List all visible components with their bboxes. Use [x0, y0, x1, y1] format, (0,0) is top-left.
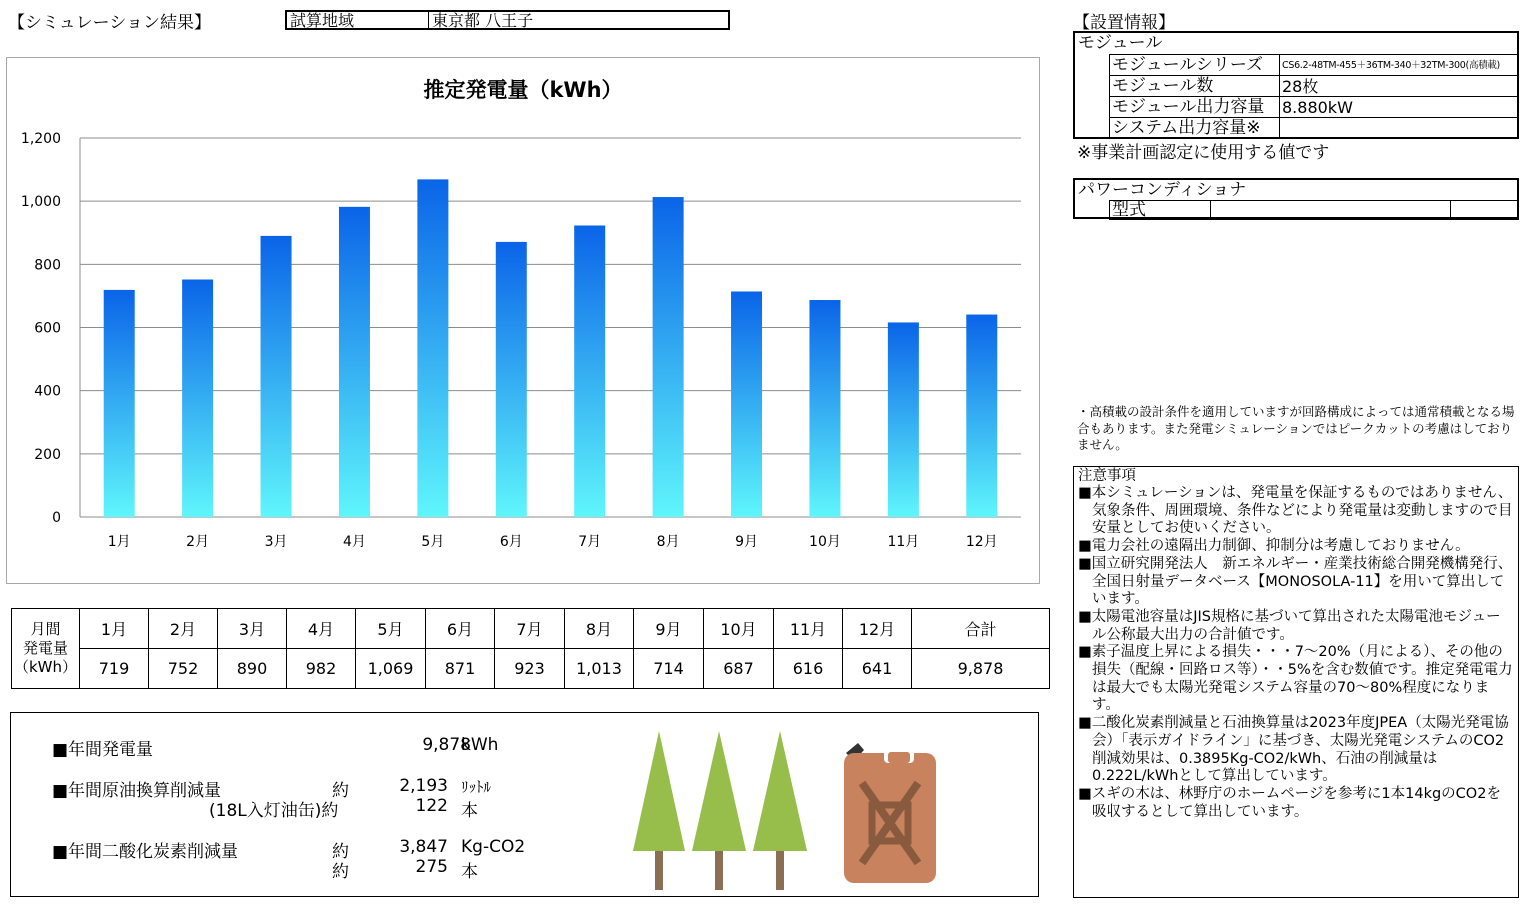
- monthly-table: [11, 608, 1050, 689]
- y-tick-label: 1,000: [20, 194, 61, 211]
- month-value-cell: 1,069: [356, 649, 426, 689]
- month-value-cell: 714: [634, 649, 704, 689]
- pc-type-value: [1211, 201, 1451, 220]
- month-header-cell: 12月: [843, 609, 912, 649]
- annual-gen-unit: kWh: [461, 735, 499, 755]
- month-value-cell: 752: [149, 649, 218, 689]
- y-tick-label: 200: [34, 446, 61, 463]
- notice-item: ■太陽電池容量はJIS規格に基づいて算出された太陽電池モジュール公称最大出力の合計値です。: [1078, 608, 1501, 643]
- pc-type-extra: [1451, 201, 1519, 220]
- module-key: モジュール出力容量: [1110, 97, 1280, 118]
- month-header-cell: 11月: [774, 609, 843, 649]
- bar-10月: [809, 300, 840, 517]
- cedar-tree-icon: [753, 731, 807, 890]
- generation-chart: [7, 58, 1039, 583]
- month-value-cell: 719: [80, 649, 149, 689]
- co2-value: 3,847: [399, 837, 448, 857]
- bar-3月: [261, 236, 292, 517]
- chart-frame: [6, 57, 1040, 584]
- module-grid: [1109, 54, 1519, 139]
- y-tick-label: 400: [34, 383, 61, 400]
- can-label: (18L入灯油缶)約: [209, 801, 339, 821]
- notice-item: ■国立研究開発法人 新エネルギー・産業技術総合開発機構発行、全国日射量データベース【MONOSOLA-11】を用いて算出しています。: [1078, 555, 1513, 608]
- module-key: モジュールシリーズ: [1110, 55, 1280, 76]
- month-value-cell: 616: [774, 649, 843, 689]
- bar-11月: [888, 322, 919, 517]
- module-key: システム出力容量※: [1110, 118, 1280, 139]
- bar-8月: [653, 197, 684, 517]
- cedar-tree-icon: [692, 731, 746, 890]
- month-header-cell: 8月: [565, 609, 634, 649]
- month-header-cell: 5月: [356, 609, 426, 649]
- y-tick-label: 1,200: [20, 131, 61, 147]
- x-tick-label: 7月: [578, 534, 602, 550]
- notice-box: [1073, 466, 1519, 898]
- bar-9月: [731, 291, 762, 517]
- pc-grid: [1109, 200, 1519, 220]
- x-tick-label: 1月: [107, 534, 131, 550]
- notice-list: [1078, 485, 1514, 821]
- module-row: [1110, 97, 1519, 118]
- month-value-cell: 890: [218, 649, 287, 689]
- x-tick-label: 11月: [887, 534, 920, 550]
- month-value-cell: 923: [495, 649, 565, 689]
- setting-title: 【設置情報】: [1073, 13, 1175, 33]
- module-value: 8.880kW: [1280, 97, 1519, 118]
- oil-unit: ﾘｯﾄﾙ: [461, 778, 492, 796]
- module-key: モジュール数: [1110, 76, 1280, 97]
- annual-gen-value: 9,878: [422, 735, 471, 755]
- approx-tree: 約: [332, 862, 349, 882]
- x-tick-label: 3月: [264, 534, 288, 550]
- x-tick-label: 6月: [499, 534, 523, 550]
- design-condition-note: ・高積載の設計条件を適用していますが回路構成によっては通常積載となる場合もあります。また発電シミュレーションではピークカットの考慮はしておりません。: [1077, 404, 1515, 452]
- month-header-cell: 9月: [634, 609, 704, 649]
- co2-label: ■年間二酸化炭素削減量: [52, 842, 239, 862]
- notice-item: ■二酸化炭素削減量と石油換算量は2023年度JPEA（太陽光発電協会）「表示ガイドライン」に基づき、太陽光発電システムのCO2削減効果は、0.3895Kg-CO2/kWh、石油の削減量は0.222L/kWhとして算出しています。: [1078, 715, 1509, 785]
- month-value-cell: 982: [287, 649, 356, 689]
- area-box: [285, 10, 730, 30]
- area-label: 試算地域: [287, 12, 429, 28]
- pc-row: [1110, 201, 1519, 220]
- oil-value: 2,193: [399, 776, 448, 796]
- month-value-cell: 9,878: [912, 649, 1050, 689]
- x-tick-label: 4月: [342, 534, 366, 550]
- x-tick-label: 9月: [735, 534, 759, 550]
- approx-oil: 約: [332, 781, 349, 801]
- month-header-cell: 7月: [495, 609, 565, 649]
- month-row: [12, 609, 1050, 649]
- tree-unit: 本: [461, 862, 478, 882]
- month-header-cell: 4月: [287, 609, 356, 649]
- module-value: [1280, 118, 1519, 139]
- bar-4月: [339, 207, 370, 517]
- can-value: 122: [415, 796, 448, 816]
- x-tick-label: 2月: [186, 534, 210, 550]
- table-row-header: [12, 609, 80, 689]
- area-value: 東京都 八王子: [432, 11, 534, 30]
- month-header-cell: 10月: [704, 609, 774, 649]
- approx-co2: 約: [332, 842, 349, 862]
- oil-label: ■年間原油換算削減量: [52, 781, 222, 801]
- simulation-title: 【シミュレーション結果】: [8, 13, 211, 33]
- month-header-cell: 6月: [426, 609, 495, 649]
- power-conditioner-box: [1073, 178, 1519, 219]
- y-tick-label: 0: [52, 510, 61, 526]
- pc-type-label: 型式: [1110, 201, 1211, 220]
- module-value: CS6.2-48TM-455＋36TM-340＋32TM-300(高積載): [1280, 55, 1519, 76]
- summary-box: [10, 712, 1039, 897]
- bar-1月: [104, 290, 135, 517]
- module-header: モジュール: [1078, 33, 1163, 53]
- cedar-tree-icon: [633, 731, 685, 890]
- bar-2月: [182, 279, 213, 517]
- module-value: 28枚: [1280, 76, 1519, 97]
- notice-item: ■素子温度上昇による損失・・・7～20%（月による）、その他の損失（配線・回路ロス等）・・5%を含む数値です。推定発電電力は最大でも太陽光発電システム容量の70～80%程度になります。: [1078, 644, 1513, 714]
- month-value-cell: 1,013: [565, 649, 634, 689]
- annual-gen-label: ■年間発電量: [52, 740, 154, 760]
- trees-and-can-illustration: [626, 725, 936, 895]
- pc-header: パワーコンディショナ: [1078, 180, 1247, 200]
- notice-item: ■電力会社の遠隔出力制御、抑制分は考慮しておりません。: [1078, 538, 1470, 555]
- kerosene-can-icon: [844, 743, 936, 883]
- x-tick-label: 12月: [965, 534, 998, 550]
- module-row: [1110, 118, 1519, 139]
- bar-5月: [417, 179, 448, 517]
- can-unit: 本: [461, 801, 478, 821]
- y-tick-label: 800: [34, 257, 61, 274]
- bar-6月: [496, 242, 527, 517]
- bar-7月: [574, 225, 605, 517]
- x-tick-label: 5月: [421, 534, 445, 550]
- module-row: [1110, 76, 1519, 97]
- month-header-cell: 合計: [912, 609, 1050, 649]
- notice-item: ■本シミュレーションは、発電量を保証するものではありません、気象条件、周囲環境、条件などにより発電量は変動しますので目安量としてお使いください。: [1078, 485, 1513, 537]
- x-tick-label: 10月: [809, 534, 841, 550]
- notice-item: ■スギの木は、林野庁のホームページを参考に1本14kgのCO2を吸収するとして算出しています。: [1078, 785, 1501, 820]
- y-tick-label: 600: [34, 320, 61, 337]
- notice-title: 注意事項: [1078, 468, 1136, 484]
- row-header-text: 月間 発電量 （kWh）: [13, 620, 78, 676]
- bar-12月: [966, 315, 997, 517]
- x-tick-label: 8月: [656, 534, 680, 550]
- co2-unit: Kg-CO2: [461, 837, 526, 857]
- month-header-cell: 2月: [149, 609, 218, 649]
- month-value-cell: 687: [704, 649, 774, 689]
- chart-title: 推定発電量（kWh）: [423, 78, 623, 102]
- tree-value: 275: [415, 857, 448, 877]
- month-value-cell: 871: [426, 649, 495, 689]
- month-header-cell: 1月: [80, 609, 149, 649]
- module-note: ※事業計画認定に使用する値です: [1077, 143, 1330, 163]
- month-header-cell: 3月: [218, 609, 287, 649]
- module-box: [1073, 31, 1519, 139]
- month-value-cell: 641: [843, 649, 912, 689]
- module-row: [1110, 55, 1519, 76]
- value-row: [12, 649, 1050, 689]
